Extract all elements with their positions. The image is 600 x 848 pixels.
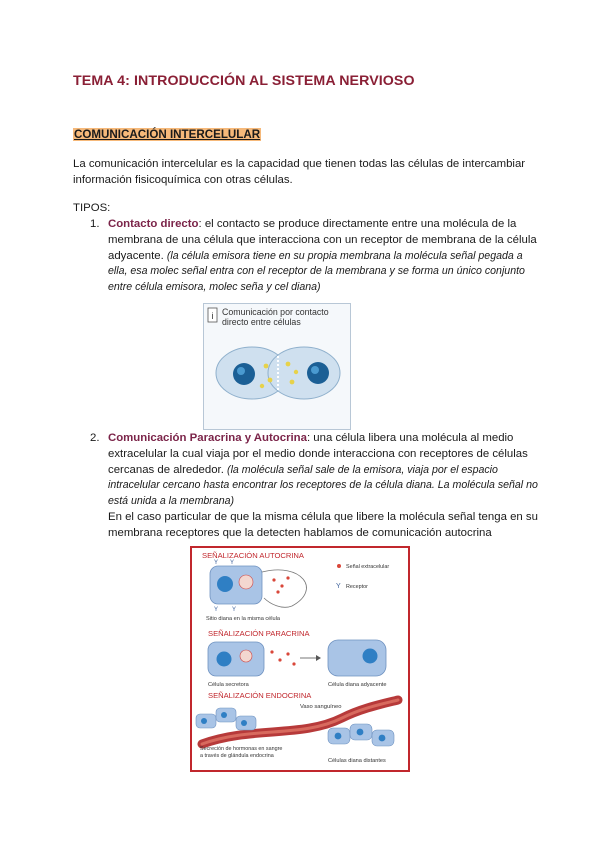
intro-paragraph: La comunicación intercelular es la capacidad que tienen todas las células de intercambiar información fisicoquímica con otras células.	[73, 158, 526, 186]
paracrine-title: SEÑALIZACIÓN PARACRINA	[208, 629, 310, 638]
autocrine-title: SEÑALIZACIÓN AUTOCRINA	[202, 551, 304, 560]
svg-text:Y: Y	[214, 560, 219, 566]
signaling-types-illustration	[192, 548, 408, 770]
paracrine-source-label: Célula secretora	[208, 682, 249, 688]
figure1-letter: i	[211, 311, 214, 321]
list-item-paracrina-autocrina	[90, 431, 540, 542]
paracrine-target-label: Célula diana adyacente	[328, 682, 387, 688]
item-text: : el contacto se produce directamente entre una molécula de la membrana de una célula que interacciona con un receptor de membrana de la célula adyacente.	[108, 218, 537, 262]
svg-text:Y: Y	[214, 607, 219, 613]
item-term: Contacto directo	[108, 218, 199, 230]
contact-cells-illustration	[204, 304, 350, 429]
figure1-caption-line1: Comunicación por contacto	[222, 307, 329, 317]
page-title: TEMA 4: INTRODUCCIÓN AL SISTEMA NERVIOSO	[73, 73, 415, 89]
endocrine-title: SEÑALIZACIÓN ENDOCRINA	[208, 691, 312, 700]
section-heading: COMUNICACIÓN INTERCELULAR	[74, 128, 261, 141]
figure-contacto-directo	[203, 303, 351, 430]
svg-text:Y: Y	[230, 560, 235, 566]
item-number: 2.	[90, 432, 100, 444]
figure1-caption-line2: directo entre células	[222, 317, 301, 327]
item-extra: En el caso particular de que la misma célula que libere la molécula señal tenga en su membrana receptores que la detecten hablamos de comunicación autocrina	[108, 510, 538, 539]
autocrine-caption: Sitio diana en la misma célula	[206, 616, 280, 622]
endocrine-source-label: Secreción de hormonas en sangre a través de glándula endocrina	[200, 746, 283, 759]
item-number: 1.	[90, 218, 100, 230]
item-term: Comunicación Paracrina y Autocrina	[108, 432, 307, 444]
item-note: (la molécula señal sale de la emisora, viaja por el espacio intracelular cercano hasta encontrar los receptores de la célula diana. La molécula señal no está unida a la membrana)	[108, 463, 538, 508]
svg-text:Y: Y	[336, 583, 341, 590]
list-item-contacto-directo	[90, 217, 540, 296]
endocrine-target-label: Células diana distantes	[328, 758, 386, 764]
tipos-label: TIPOS:	[73, 202, 111, 214]
legend-receptor: Receptor	[346, 584, 368, 590]
blood-vessel-label: Vaso sanguíneo	[300, 704, 342, 710]
legend-signal: Señal extracelular	[346, 564, 390, 570]
item-note: (la célula emisora tiene en su propia membrana la molécula señal pegada a ella, esa molec señal entra con el receptor de la membrana y se forma un único conjunto entre célula emisora, molec seña y cel diana)	[108, 249, 525, 294]
svg-text:Y: Y	[232, 607, 237, 613]
item-text: : una célula libera una molécula al medio extracelular la cual viaja por el medio donde interacciona con receptores de células cercanas de alrededor.	[108, 432, 528, 476]
figure-tipos-senalizacion	[190, 546, 410, 772]
